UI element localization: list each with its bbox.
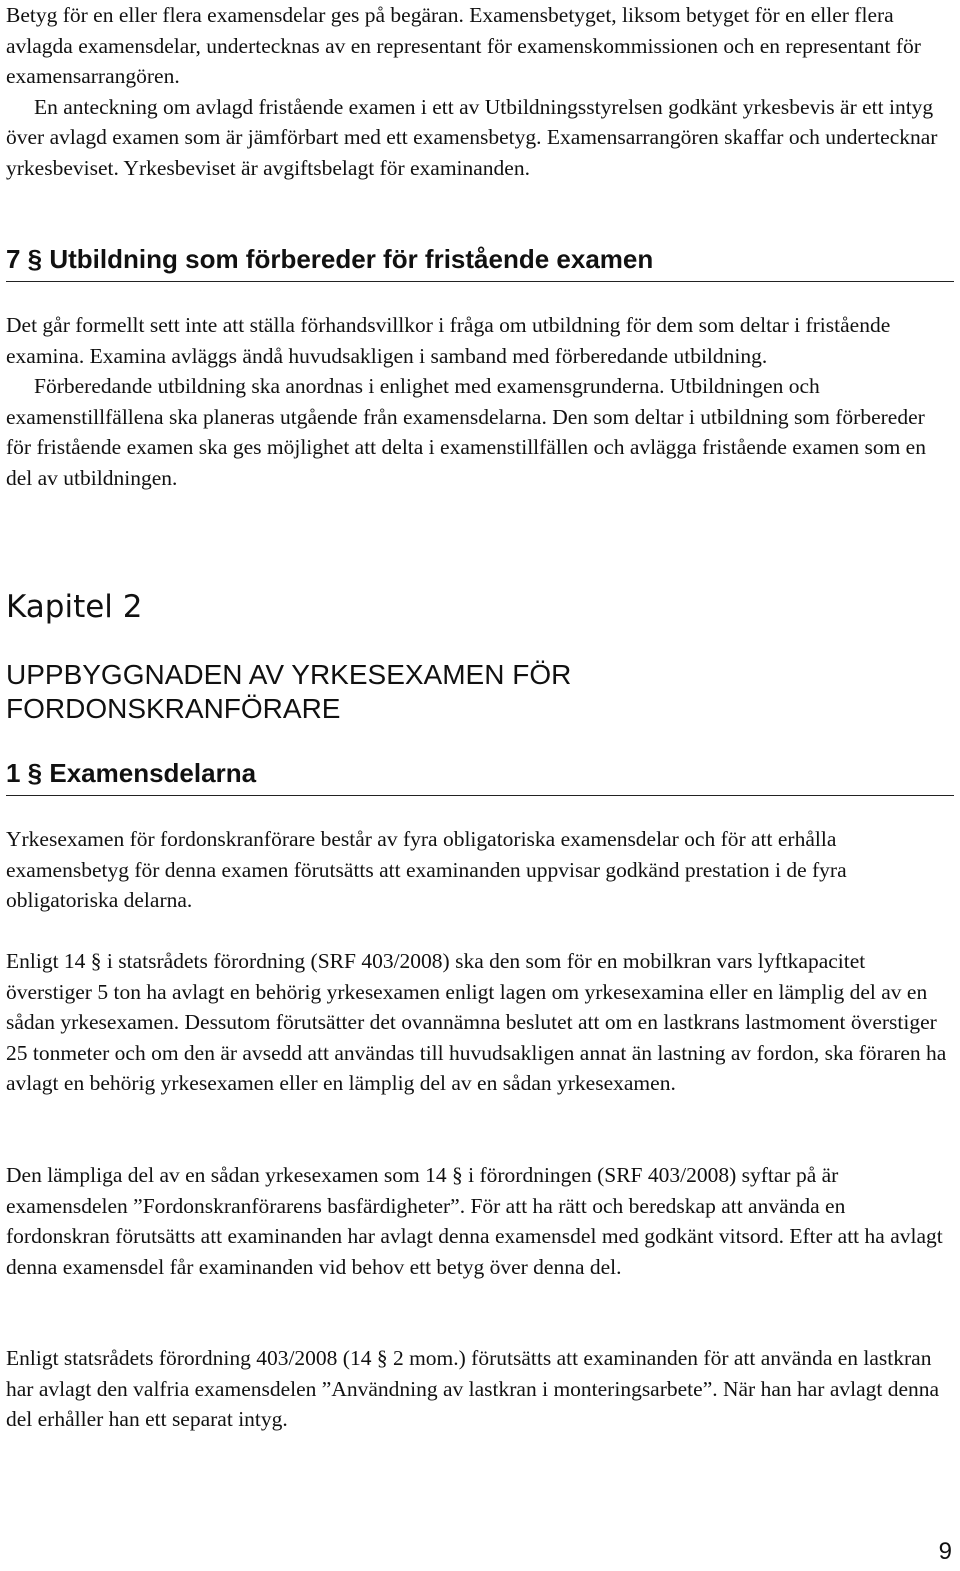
paragraph-regulation-14: Enligt 14 § i statsrådets förordning (SRF 403/2008) ska den som för en mobilkran vars lyftkapacitet överstiger 5 ton ha avlagt en behörig yrkesexamen enligt lagen om yrkesexamina eller en lämplig del av en sådan yrkesexamen. Dessutom förutsätter det ovannämna beslutet att om en lastkrans lastmoment överstiger 25 tonmeter och om den är avsedd att användas till huvudsakligen annat än lastning av fordon, ska föraren ha avlagt en behörig yrkesexamen eller en lämplig del av en sådan yrkesexamen. <box>6 949 947 1096</box>
paragraph-vocational-certificate: En anteckning om avlagd fristående examen i ett av Utbildningsstyrelsen godkänt yrkesbevis är ett intyg över avlagd examen som är jämförbart med ett examensbetyg. Examensarrangören skaffar och undertecknar yrkesbeviset. Yrkesbeviset är avgiftsbelagt för examinanden. <box>6 94 938 180</box>
paragraph-preparatory-training: Förberedande utbildning ska anordnas i enlighet med examensgrunderna. Utbildningen och examenstillfällena ska planeras utgående från examensdelarna. Den som deltar i utbildning som förbereder för fristående examen ska ges möjlighet att delta i examenstillfällen och avlägga fristående examen som en del av utbildningen. <box>6 374 926 490</box>
paragraph-certificate: Betyg för en eller flera examensdelar ges på begäran. Examensbetyget, liksom betyget för en eller flera avlagda examensdelar, undertecknas av en representant för examenskommissionen och en representant för examensarrangören. <box>6 3 921 89</box>
chapter-title: Kapitel 2 <box>6 589 143 625</box>
paragraph-prerequisites: Det går formellt sett inte att ställa förhandsvillkor i fråga om utbildning för dem som deltar i fristående examina. Examina avläggs ändå huvudsakligen i samband med förberedande utbildning. <box>6 313 891 368</box>
section-heading-1: 1 § Examensdelarna <box>6 757 954 796</box>
top-text-block <box>6 0 954 184</box>
paragraph-suitable-part: Den lämpliga del av en sådan yrkesexamen som 14 § i förordningen (SRF 403/2008) syftar på är examensdelen ”Fordonskranförarens basfärdigheter”. För att ha rätt och beredskap att använda en fordonskran förutsätts att examinanden har avlagt denna examensdel med godkänt vitsord. Efter att ha avlagt denna examensdel får examinanden vid behov ett betyg över denna del. <box>6 1163 943 1279</box>
paragraph-exam-parts: Yrkesexamen för fordonskranförare består av fyra obligatoriska examensdelar och för att erhålla examensbetyg för denna examen förutsätts att examinanden uppvisar godkänd prestation i de fyra obligatoriska delarna. <box>6 827 847 913</box>
chapter-subtitle: UPPBYGGNADEN AV YRKESEXAMEN FÖR FORDONSKRANFÖRARE <box>6 659 572 724</box>
section-heading-7: 7 § Utbildning som förbereder för fristående examen <box>6 243 954 282</box>
paragraph-loader-crane: Enligt statsrådets förordning 403/2008 (14 § 2 mom.) förutsätts att examinanden för att använda en lastkran har avlagt den valfria examensdelen ”Användning av lastkran i monteringsarbete”. När han har avlagt denna del erhåller han ett separat intyg. <box>6 1346 940 1432</box>
section-7-body <box>6 310 954 494</box>
page-number: 9 <box>938 1538 952 1565</box>
